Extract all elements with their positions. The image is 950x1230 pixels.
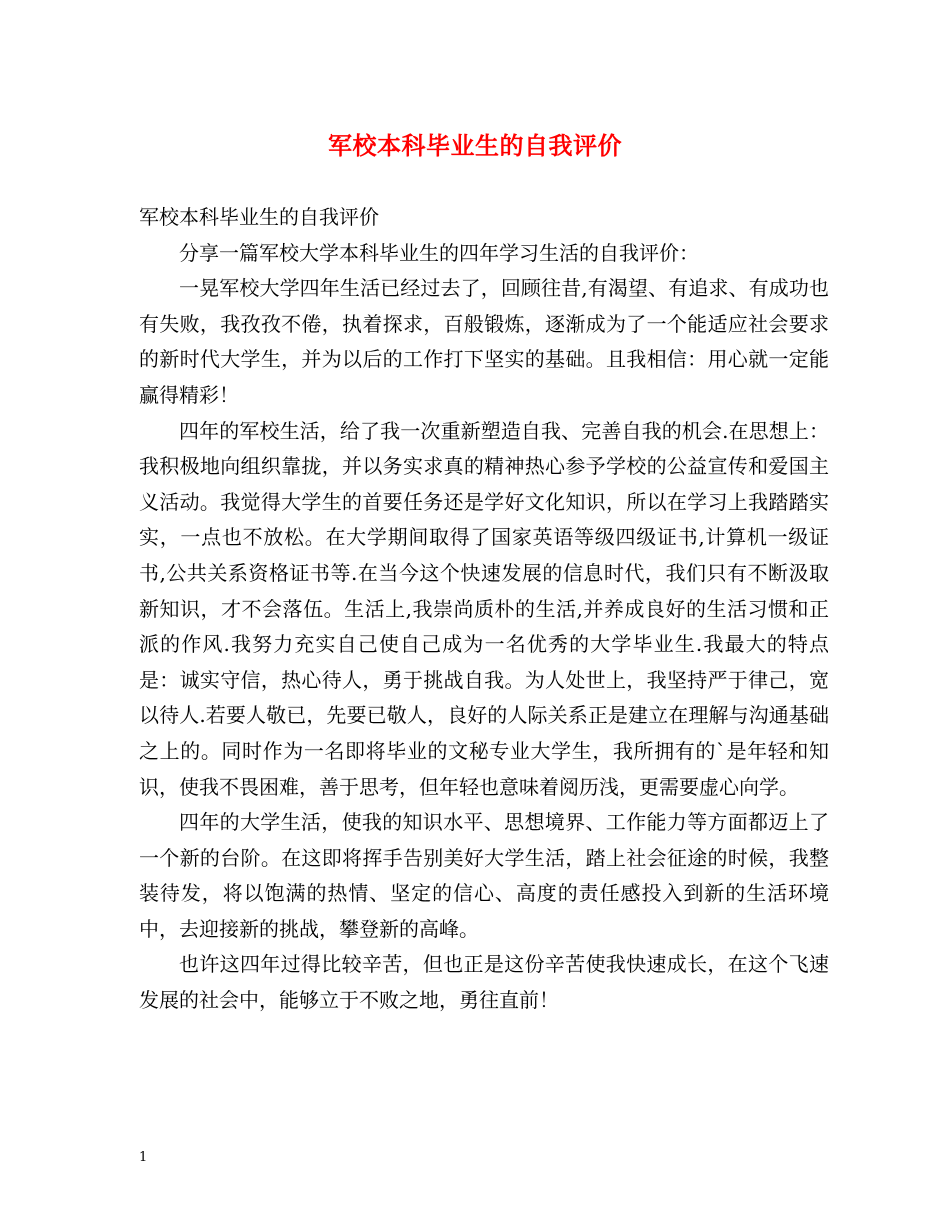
document-body: [139, 200, 829, 1019]
paragraph-1: 一晃军校大学四年生活已经过去了，回顾往昔,有渴望、有追求、有成功也有失败，我孜孜不倦，执着探求，百般锻炼，逐渐成为了一个能适应社会要求的新时代大学生，并为以后的工作打下坚实的基础。且我相信：用心就一定能赢得精彩！: [139, 276, 829, 407]
paragraph-4: 也许这四年过得比较辛苦，但也正是这份辛苦使我快速成长，在这个飞速发展的社会中，能够立于不败之地，勇往直前！: [139, 952, 829, 1013]
paragraph-3: 四年的大学生活，使我的知识水平、思想境界、工作能力等方面都迈上了一个新的台阶。在这即将挥手告别美好大学生活，踏上社会征途的时候，我整装待发，将以饱满的热情、坚定的信心、高度的责任感投入到新的生活环境中，去迎接新的挑战，攀登新的高峰。: [139, 810, 829, 941]
page-number: 1: [139, 1150, 148, 1165]
paragraph-2: 四年的军校生活，给了我一次重新塑造自我、完善自我的机会.在思想上：我积极地向组织靠拢，并以务实求真的精神热心参予学校的公益宣传和爱国主义活动。我觉得大学生的首要任务还是学好文化知识，所以在学习上我踏踏实实，一点也不放松。在大学期间取得了国家英语等级四级证书,计算机一级证书,公共关系资格证书等.在当今这个快速发展的信息时代，我们只有不断汲取新知识，才不会落伍。生活上,我崇尚质朴的生活,并养成良好的生活习惯和正派的作风.我努力充实自己使自己成为一名优秀的大学毕业生.我最大的特点是：诚实守信，热心待人，勇于挑战自我。为人处世上，我坚持严于律己，宽以待人.若要人敬已，先要已敬人，良好的人际关系正是建立在理解与沟通基础之上的。同时作为一名即将毕业的文秘专业大学生，我所拥有的`是年轻和知识，使我不畏困难，善于思考，但年轻也意味着阅历浅，更需要虚心向学。: [139, 418, 829, 799]
paragraph-intro: 分享一篇军校大学本科毕业生的四年学习生活的自我评价：: [179, 240, 699, 265]
document-title: 军校本科毕业生的自我评价: [328, 131, 622, 160]
document-subtitle: 军校本科毕业生的自我评价: [139, 205, 379, 229]
